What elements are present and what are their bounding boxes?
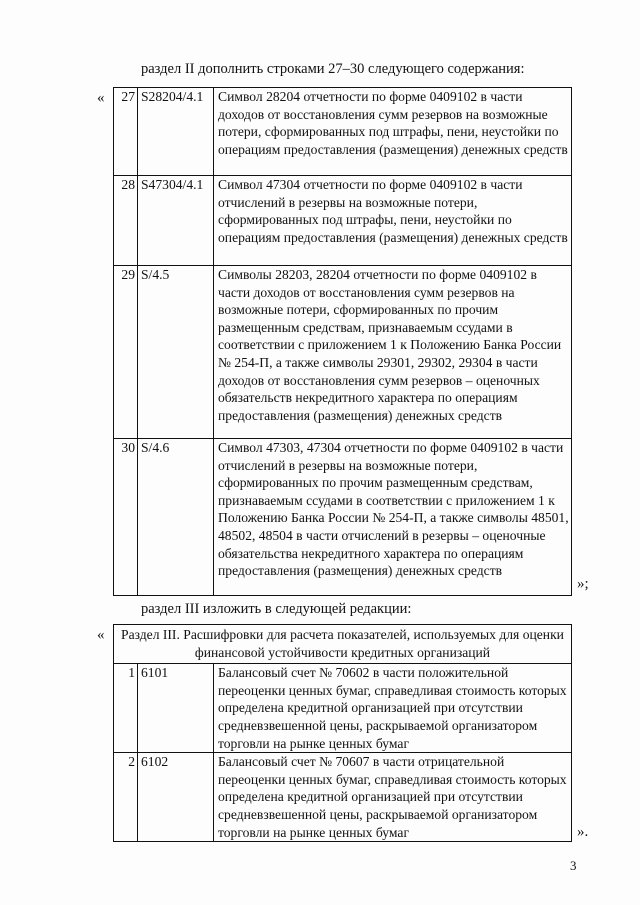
table-row — [114, 664, 572, 753]
table-section-3 — [113, 624, 572, 842]
row-number: 28 — [114, 176, 138, 266]
row-description: Символ 47303, 47304 отчетности по форме 0409102 в части отчислений в резервы на возможные потери, сформированных по прочим размещенным средствам, признаваемым ссудами в соответствии с приложением 1 к Положению Банка России № 254-П, а также символы 48501, 48502, 48504 в части отчислений в резервы – оценочные обязательства некредитного характера по операциям предоставления (размещения) денежных средств — [214, 439, 572, 596]
row-description: Балансовый счет № 70602 в части положительной переоценки ценных бумаг, справедливая стоимость которых определена кредитной организацией при отсутствии средневзвешенной цены, раскрываемой организатором торговли на рынке ценных бумаг — [214, 664, 572, 753]
row-code: S28204/4.1 — [138, 88, 214, 176]
table-row — [114, 176, 572, 266]
table-row — [114, 88, 572, 176]
row-number: 29 — [114, 266, 138, 439]
row-description: Символ 47304 отчетности по форме 0409102 в части отчислений в резервы на возможные потери, сформированных под штрафы, пени, неустойки по операциям предоставления (размещения) денежных средств — [214, 176, 572, 266]
quote-open-2: « — [97, 627, 105, 643]
row-code: S/4.5 — [138, 266, 214, 439]
table-header-row — [114, 625, 572, 664]
intro-section-2: раздел II дополнить строками 27–30 следующего содержания: — [141, 61, 525, 77]
row-number: 2 — [114, 753, 138, 842]
row-description: Балансовый счет № 70607 в части отрицательной переоценки ценных бумаг, справедливая стоимость которых определена кредитной организацией при отсутствии средневзвешенной цены, раскрываемой организатором торговли на рынке ценных бумаг — [214, 753, 572, 842]
row-code: 6101 — [138, 664, 214, 753]
quote-close-2: ». — [577, 824, 589, 840]
page-number: 3 — [570, 858, 577, 873]
table-row — [114, 439, 572, 596]
quote-open-1: « — [97, 90, 105, 106]
table-row — [114, 753, 572, 842]
table-row — [114, 266, 572, 439]
intro-section-3: раздел III изложить в следующей редакции: — [141, 601, 412, 617]
quote-close-1: »; — [577, 576, 589, 592]
row-code: 6102 — [138, 753, 214, 842]
row-code: S47304/4.1 — [138, 176, 214, 266]
row-description: Символ 28204 отчетности по форме 0409102 в части доходов от восстановления сумм резервов на возможные потери, сформированных под штрафы, пени, неустойки по операциям предоставления (размещения) денежных средств — [214, 88, 572, 176]
row-number: 27 — [114, 88, 138, 176]
row-number: 1 — [114, 664, 138, 753]
table-section-2 — [113, 87, 572, 596]
section-3-heading: Раздел III. Расшифровки для расчета показателей, используемых для оценки финансовой устойчивости кредитных организаций — [114, 625, 572, 664]
row-number: 30 — [114, 439, 138, 596]
row-description: Символы 28203, 28204 отчетности по форме 0409102 в части доходов от восстановления сумм резервов на возможные потери, сформированных по прочим размещенным средствам, признаваемым ссудами в соответствии с приложением 1 к Положению Банка России № 254-П, а также символы 29301, 29302, 29304 в части доходов от восстановления сумм резервов – оценочных обязательств некредитного характера по операциям предоставления (размещения) денежных средств — [214, 266, 572, 439]
row-code: S/4.6 — [138, 439, 214, 596]
